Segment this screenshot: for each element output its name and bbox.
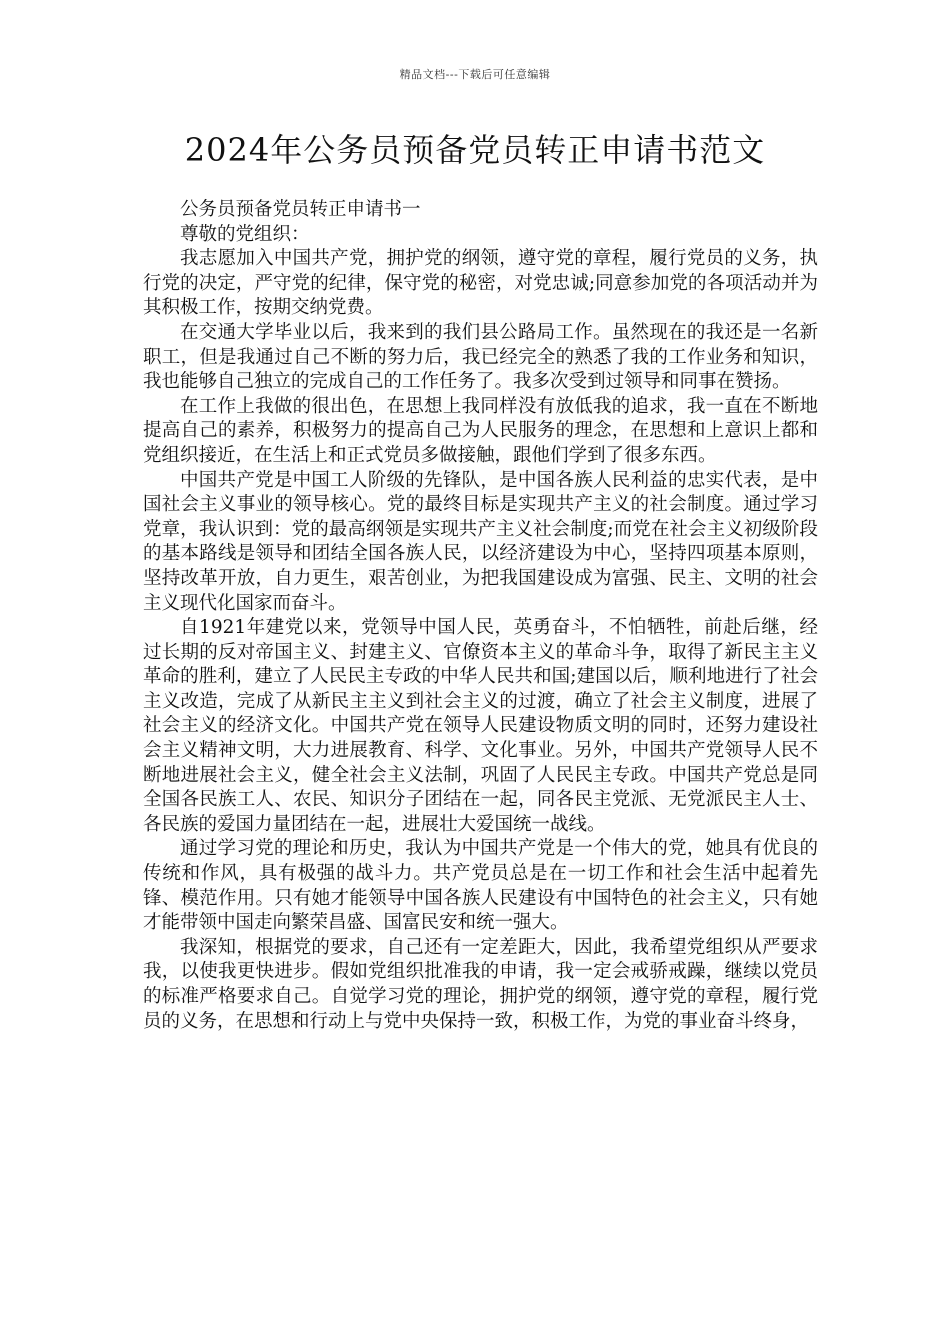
document-title: 2024年公务员预备党员转正申请书范文 [184, 131, 766, 169]
paragraph: 我深知，根据党的要求，自己还有一定差距大，因此，我希望党组织从严要求我，以使我更快进步。假如党组织批准我的申请，我一定会戒骄戒躁，继续以党员的标准严格要求自己。自觉学习党的理论，拥护党的纲领，遵守党的章程，履行党员的义务，在思想和行动上与党中央保持一致，积极工作，为党的事业奋斗终身， [143, 936, 818, 1032]
paragraph-subtitle: 公务员预备党员转正申请书一 [180, 199, 421, 220]
paragraph: 我志愿加入中国共产党，拥护党的纲领，遵守党的章程，履行党员的义务，执行党的决定，严守党的纪律，保守党的秘密，对党忠诚;同意参加党的各项活动并为其积极工作，按期交纳党费。 [143, 248, 818, 319]
document-body [143, 198, 818, 1034]
paragraph: 在工作上我做的很出色，在思想上我同样没有放低我的追求，我一直在不断地提高自己的素养，积极努力的提高自己为人民服务的理念，在思想和上意识上都和党组织接近，在生活上和正式党员多做接触，跟他们学到了很多东西。 [143, 395, 818, 466]
paragraph-salutation: 尊敬的党组织： [180, 223, 310, 245]
paragraph: 自1921年建党以来，党领导中国人民，英勇奋斗，不怕牺牲，前赴后继，经过长期的反对帝国主义、封建主义、官僚资本主义的革命斗争，取得了新民主主义革命的胜利，建立了人民民主专政的中华人民共和国;建国以后，顺利地进行了社会主义改造，完成了从新民主主义到社会主义的过渡，确立了社会主义制度，进展了社会主义的经济文化。中国共产党在领导人民建设物质文明的同时，还努力建设社会主义精神文明，大力进展教育、科学、文化事业。另外，中国共产党领导人民不断地进展社会主义，健全社会主义法制，巩固了人民民主专政。中国共产党总是同全国各民族工人、农民、知识分子团结在一起，同各民主党派、无党派民主人士、各民族的爱国力量团结在一起，进展壮大爱国统一战线。 [143, 617, 818, 835]
paragraph: 中国共产党是中国工人阶级的先锋队，是中国各族人民利益的忠实代表，是中国社会主义事业的领导核心。党的最终目标是实现共产主义的社会制度。通过学习党章，我认识到：党的最高纲领是实现共产主义社会制度;而党在社会主义初级阶段的基本路线是领导和团结全国各族人民，以经济建设为中心，坚持四项基本原则，坚持改革开放，自力更生，艰苦创业，为把我国建设成为富强、民主、文明的社会主义现代化国家而奋斗。 [143, 469, 818, 614]
paragraph: 通过学习党的理论和历史，我认为中国共产党是一个伟大的党，她具有优良的传统和作风，具有极强的战斗力。共产党员总是在一切工作和社会生活中起着先锋、模范作用。只有她才能领导中国各族人民建设有中国特色的社会主义，只有她才能带领中国走向繁荣昌盛、国富民安和统一强大。 [143, 838, 818, 934]
paragraph: 在交通大学毕业以后，我来到的我们县公路局工作。虽然现在的我还是一名新职工，但是我通过自己不断的努力后，我已经完全的熟悉了我的工作业务和知识，我也能够自己独立的完成自己的工作任务了。我多次受到过领导和同事在赞扬。 [143, 321, 818, 393]
page-header-note: 精品文档---下载后可任意编辑 [399, 68, 551, 81]
